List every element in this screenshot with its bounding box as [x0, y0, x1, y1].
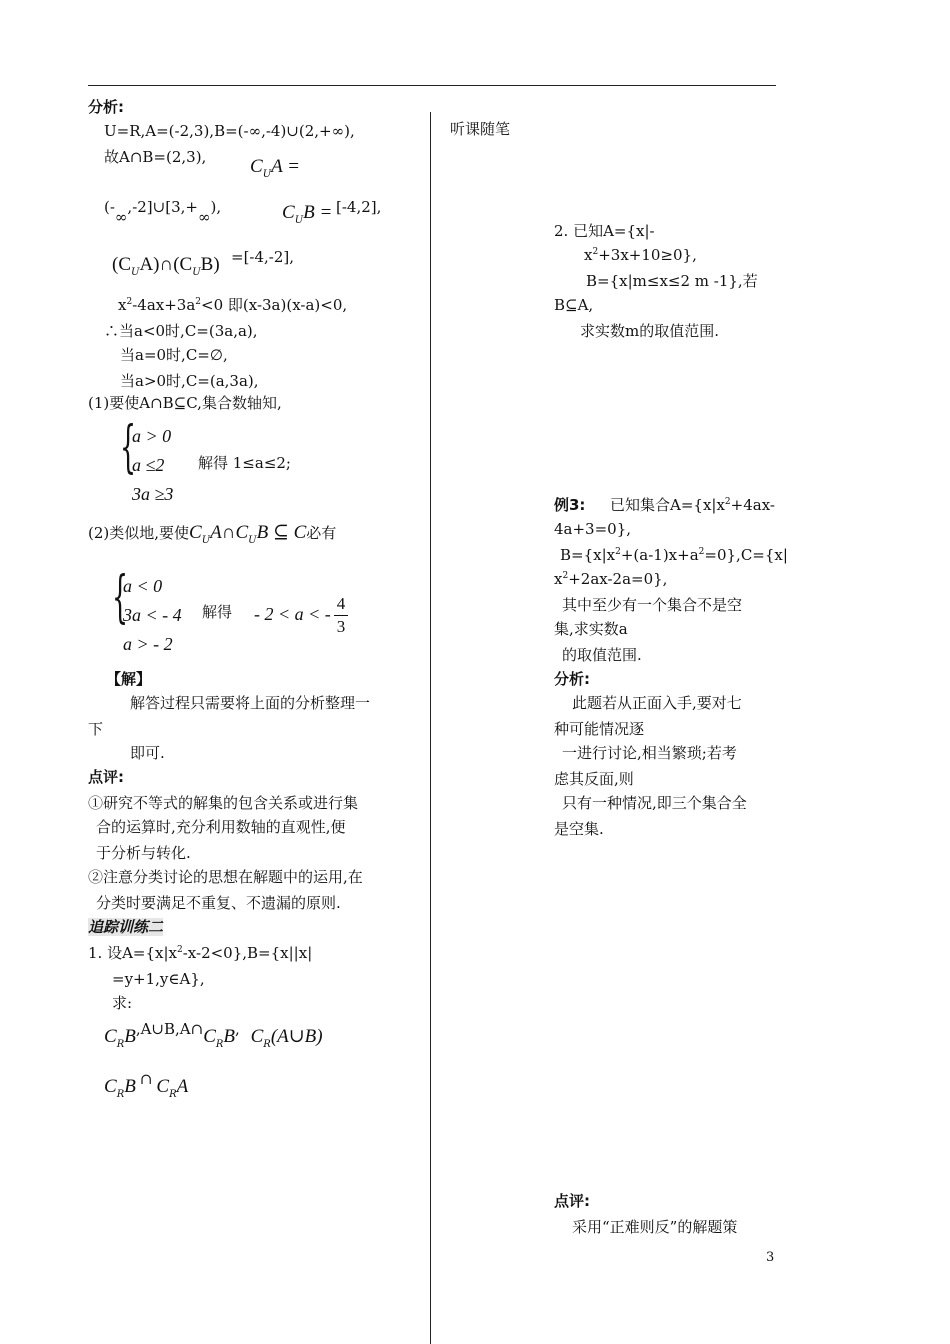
intersect-line: 故A∩B=(2,3), — [104, 148, 207, 166]
solution-line-3: 即可. — [130, 744, 165, 762]
case-a-zero: 当a=0时,C=∅, — [120, 346, 228, 364]
question-1-exprs-row-2: $C_RB$ ∩ $C_RA$ — [104, 1070, 189, 1100]
example-3-line-4: $x^2+2ax-2a=0$}, — [554, 570, 668, 588]
intersection-value: =[-4,-2], — [231, 248, 295, 266]
example-3-line-2: 4a+3=0}, — [554, 520, 632, 538]
solution-line-2: 下 — [88, 720, 104, 738]
right-comment-heading: 点评: — [554, 1192, 590, 1210]
comment-1-line-1: ①研究不等式的解集的包含关系或进行集 — [88, 794, 359, 812]
complement-a-expr: $C_UA$ = — [250, 156, 300, 180]
side-note-label: 听课随笔 — [450, 120, 511, 138]
example-3-line-3: $B=\{x|x^2+(a-1)x+a^2=0\},C=\{x|$ — [560, 546, 788, 564]
right-analysis-line-5: 只有一种情况,即三个集合全 — [562, 794, 747, 812]
question-2-line-3: B={x|m≤x≤2 m -1},若 — [586, 272, 758, 290]
comment-1-line-3: 于分析与转化. — [96, 844, 191, 862]
question-1-ask: 求: — [112, 994, 133, 1012]
example-3-line-6: 集,求实数a — [554, 620, 628, 638]
example-3-label: 例3: — [554, 496, 586, 514]
example-3-line-5: 其中至少有一个集合不是空 — [562, 596, 743, 614]
training-heading: 追踪训练二 — [88, 918, 164, 936]
question-1-line-2: =y+1,y∈A}, — [112, 970, 205, 988]
comment-2-line-2: 分类时要满足不重复、不遗漏的原则. — [96, 894, 341, 912]
right-analysis-line-2: 种可能情况逐 — [554, 720, 645, 738]
right-analysis-line-1: 此题若从正面入手,要对七 — [572, 694, 742, 712]
system-2-brace: { — [112, 565, 129, 630]
system-2-result: - 2 < a < - — [254, 604, 331, 624]
question-2-line-1: 2. 已知A={x|- — [554, 222, 655, 240]
complement-b-value: [-4,2], — [336, 198, 382, 216]
intersection-expr: $(C_UA)\cap(C_UB)$ — [112, 254, 220, 278]
right-analysis-heading: 分析: — [554, 670, 590, 688]
page-number: 3 — [766, 1250, 775, 1265]
example-3-line-1: 已知集合$A=\{x|x^2+4ax-$ — [610, 496, 775, 514]
question-2-line-5: 求实数m的取值范围. — [580, 322, 719, 340]
system-2-eq-3: a > - 2 — [123, 634, 173, 654]
case-a-negative: ∴当a<0时,C=(3a,a), — [104, 322, 258, 340]
comment-1-line-2: 合的运算时,充分利用数轴的直观性,便 — [96, 818, 346, 836]
interval-line: (-∞,-2]∪[3,+∞), — [104, 198, 222, 226]
question-1-exprs-row-1: $C_RB,A\cup B,A\cap C_RB$, $C_R(A\cup B)$ — [104, 1020, 323, 1050]
inequality-line: $x^2-4ax+3a^2<0$ 即(x-3a)(x-a)<0, — [118, 296, 348, 314]
system-1-eq-1: a > 0 — [132, 426, 172, 446]
right-analysis-line-4: 虑其反面,则 — [554, 770, 634, 788]
column-divider — [430, 112, 431, 1344]
system-2-solve-label: 解得 — [202, 603, 233, 621]
system-1-eq-2: a ≤2 — [132, 455, 165, 475]
question-2-line-2: $x^2+3x+10\ge 0$}, — [584, 246, 697, 264]
system-1-solution: 解得 1≤a≤2; — [198, 454, 291, 472]
sets-line: U=R,A=(-2,3),B=(-∞,-4)∪(2,+∞), — [104, 122, 355, 140]
system-1-eq-3: 3a ≥3 — [132, 484, 174, 504]
comment-heading: 点评: — [88, 768, 124, 786]
system-2-eq-1: a < 0 — [123, 576, 163, 596]
comment-2-line-1: ②注意分类讨论的思想在解题中的运用,在 — [88, 868, 363, 886]
question-2-line-4: B⊆A, — [554, 296, 594, 314]
top-rule — [88, 85, 776, 86]
right-analysis-line-6: 是空集. — [554, 820, 604, 838]
question-1-line-1: 1. 设$A=\{x|x^2-x-2<0\},B=\{x||x|$ — [88, 944, 313, 962]
right-analysis-line-3: 一进行讨论,相当繁琐;若考 — [562, 744, 737, 762]
part-2-statement: (2)类似地,要使$C_UA\cap C_UB$ ⊆ C必有 — [88, 522, 337, 546]
part-1-statement: (1)要使A∩B⊆C,集合数轴知, — [88, 394, 282, 412]
case-a-positive: 当a>0时,C=(a,3a), — [120, 372, 259, 390]
solution-heading: 【解】 — [106, 670, 152, 688]
solution-line-1: 解答过程只需要将上面的分析整理一 — [130, 694, 371, 712]
complement-b-expr: $C_UB$ = — [282, 202, 333, 226]
system-2-eq-2: 3a < - 4 — [123, 605, 182, 625]
example-3-line-7: 的取值范围. — [562, 646, 642, 664]
right-comment-line-1: 采用“正难则反”的解题策 — [572, 1218, 738, 1236]
analysis-heading: 分析: — [88, 98, 124, 116]
system-2-fraction: 4 3 — [334, 594, 348, 637]
system-1-brace: { — [120, 415, 137, 480]
